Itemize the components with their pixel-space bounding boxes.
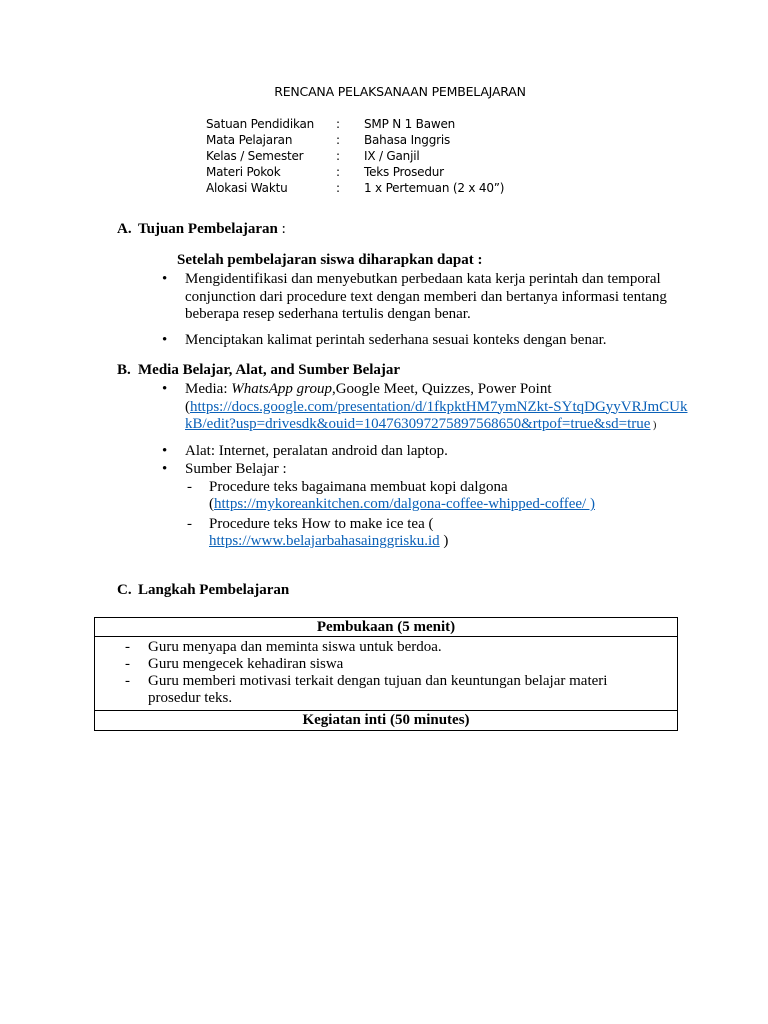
media-open-paren: ( (185, 398, 190, 415)
core-activity-header: Kegiatan inti (50 minutes) (302, 712, 470, 728)
info-colon: : (336, 117, 340, 131)
info-row (206, 116, 504, 132)
info-label: Mata Pelajaran (206, 133, 293, 147)
steps-table (94, 617, 678, 731)
table-row: - Guru memberi motivasi terkait dengan tujuan dan keuntungan belajar materi prosedur teks. (95, 673, 677, 707)
source-link[interactable]: https://www.belajarbahasainggrisku.id (209, 533, 440, 549)
section-title: Langkah Pembelajaran (138, 582, 290, 598)
source-close-paren: ) (439, 533, 449, 549)
sources-list (185, 479, 690, 551)
section-number: B. (117, 362, 131, 378)
media-prefix: Media: (185, 381, 232, 397)
source-text: Procedure teks bagaimana membuat kopi dalgona (209, 478, 508, 495)
section-number: A. (117, 221, 132, 237)
section-number: C. (117, 582, 132, 598)
list-item-sumber (160, 461, 690, 551)
objectives-list (160, 271, 690, 357)
info-value: Bahasa Inggris (364, 133, 451, 147)
source-item (185, 479, 690, 514)
heading-colon: : (281, 221, 286, 237)
section-title: Media Belajar, Alat, and Sumber Belajar (138, 362, 401, 378)
opening-activities (95, 637, 677, 711)
info-value: IX / Ganjil (364, 149, 420, 163)
info-row (206, 132, 504, 148)
opening-header: Pembukaan (5 menit) (95, 618, 677, 637)
source-open-paren: ( (209, 496, 214, 512)
document-title: RENCANA PELAKSANAAN PEMBELAJARAN (274, 84, 526, 99)
source-link[interactable]: https://mykoreankitchen.com/dalgona-coffee-whipped-coffee/ ) (214, 496, 595, 512)
media-close-paren: ) (650, 420, 657, 431)
info-label: Alokasi Waktu (206, 181, 288, 195)
section-title: Tujuan Pembelajaran (138, 221, 278, 237)
table-row: - Guru mengecek kehadiran siswa (95, 656, 677, 673)
presentation-link[interactable]: https://docs.google.com/presentation/d/1fkpktHM7ymNZkt-SYtqDGyyVRJmCUkkB/edit?usp=drivesdk&ouid=104763097275897568650&rtpof=true&sd=true (185, 398, 688, 432)
list-item: • Mengidentifikasi dan menyebutkan perbedaan kata kerja perintah dan temporal conjunction dari procedure text dengan memberi dan bertanya informasi tentang beberapa resep sederhana tertulis dengan benar. (160, 271, 690, 324)
media-list (160, 381, 690, 559)
info-label: Kelas / Semester (206, 149, 304, 163)
info-label: Satuan Pendidikan (206, 117, 315, 131)
info-colon: : (336, 149, 340, 163)
table-row: - Guru menyapa dan meminta siswa untuk berdoa. (95, 639, 677, 656)
info-row (206, 164, 504, 180)
media-rest: ,Google Meet, Quizzes, Power Point (331, 381, 552, 397)
list-item: • Menciptakan kalimat perintah sederhana sesuai konteks dengan benar. (160, 332, 690, 350)
info-label: Materi Pokok (206, 165, 281, 179)
source-text: Procedure teks How to make ice tea ( (209, 515, 434, 532)
info-block (206, 116, 504, 196)
section-a-subheading: Setelah pembelajaran siswa diharapkan dapat : (177, 252, 483, 268)
section-c-heading (117, 582, 289, 599)
sumber-label: Sumber Belajar : (185, 461, 287, 477)
section-b-heading (117, 362, 400, 379)
list-item-alat: • Alat: Internet, peralatan android dan laptop. (160, 443, 690, 461)
list-item-media (160, 381, 690, 435)
info-colon: : (336, 181, 340, 195)
info-row (206, 180, 504, 196)
info-colon: : (336, 165, 340, 179)
info-colon: : (336, 133, 340, 147)
info-value: Teks Prosedur (364, 165, 444, 179)
source-item (185, 516, 690, 551)
media-italic: WhatsApp group (231, 381, 332, 397)
info-row (206, 148, 504, 164)
info-value: SMP N 1 Bawen (364, 117, 456, 131)
info-value: 1 x Pertemuan (2 x 40”) (364, 181, 505, 195)
section-a-heading (117, 221, 286, 238)
